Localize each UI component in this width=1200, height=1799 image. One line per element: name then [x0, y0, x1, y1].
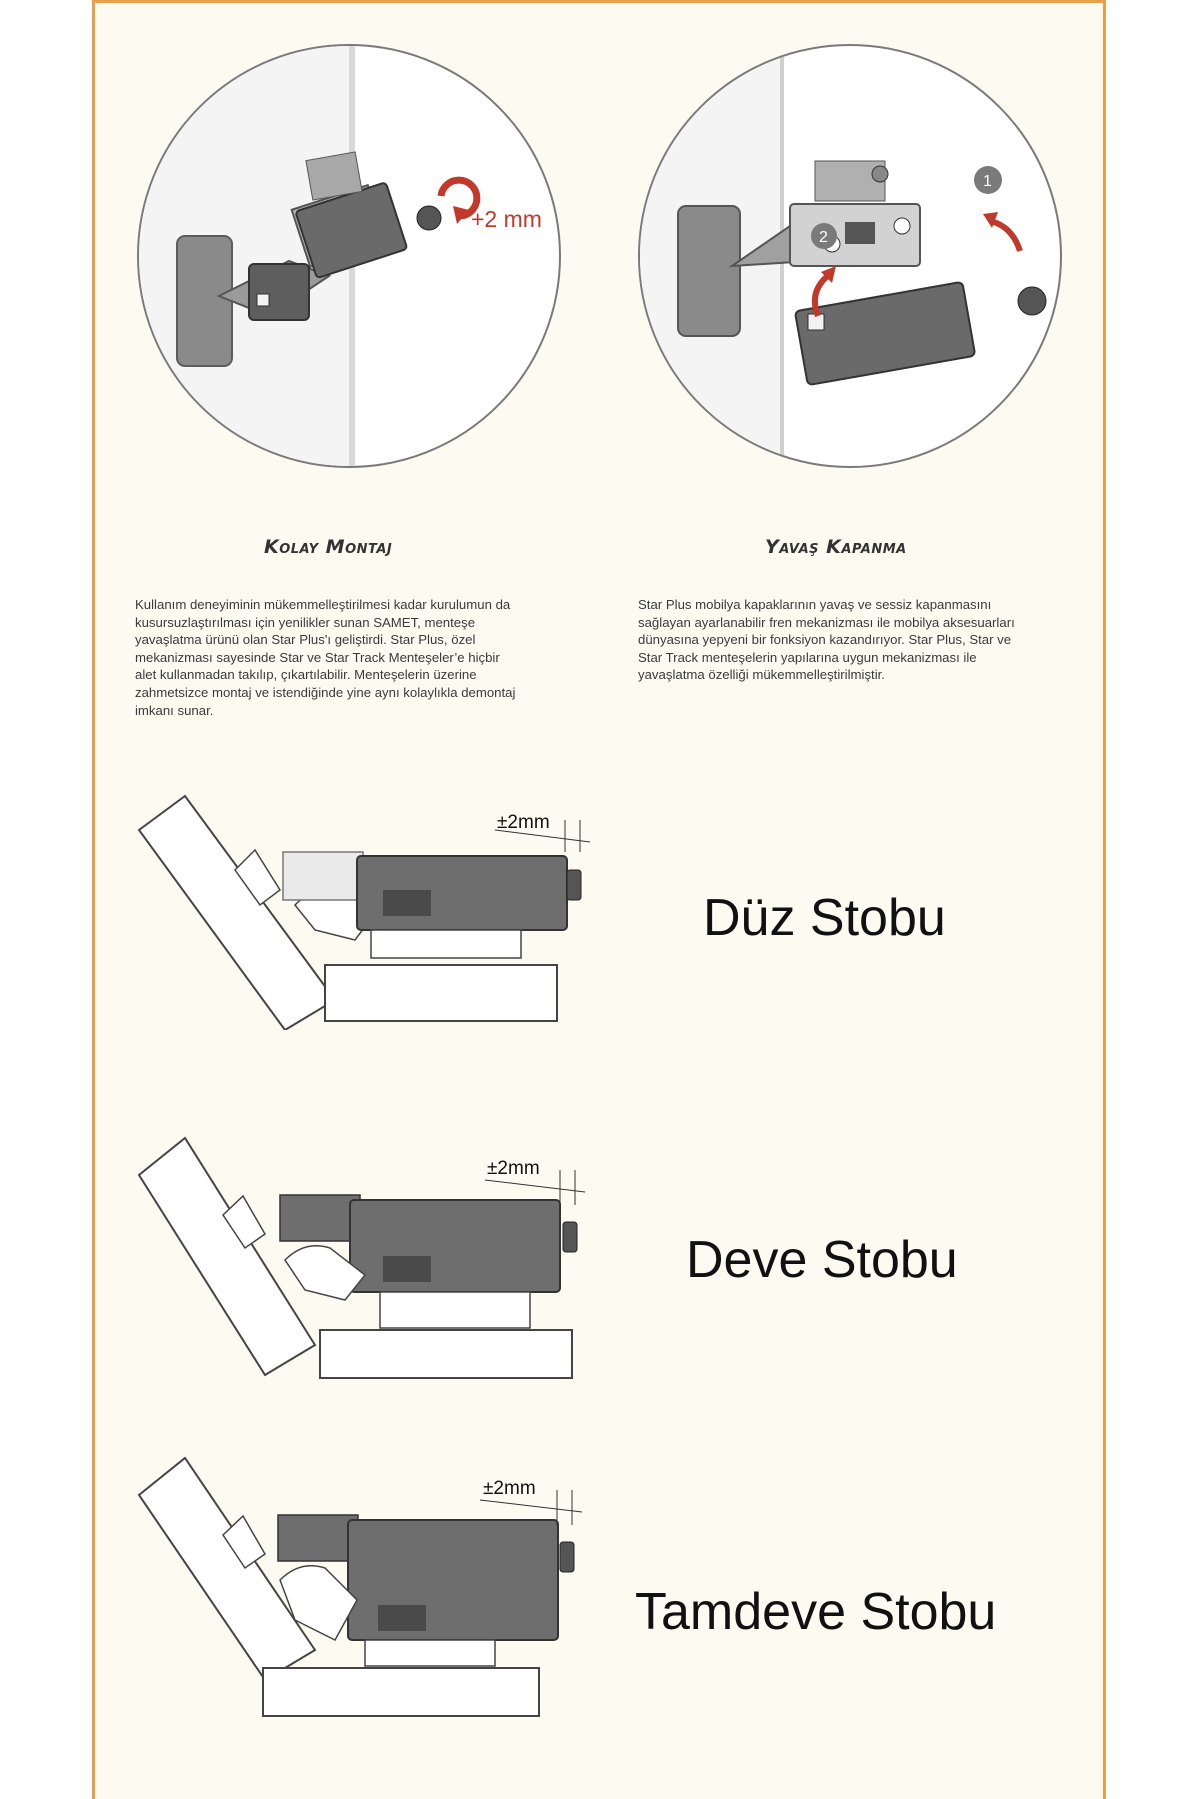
tolerance-label: ±2mm	[487, 1158, 540, 1179]
step-1-label: 1	[983, 173, 992, 190]
curved-arrow-icon	[990, 221, 1020, 251]
paragraph-line: imkanı sunar.	[135, 702, 214, 718]
stob-label-deve: Deve Stobu	[686, 1231, 958, 1289]
tolerance-label: ±2mm	[483, 1478, 536, 1499]
paragraph-right	[638, 596, 1098, 684]
paragraph-line: sağlayan ayarlanabilir fren mekanizması ile mobilya aksesuarları	[638, 614, 1015, 630]
right-illustration-circle	[638, 44, 1062, 468]
stob-label-duz: Düz Stobu	[703, 889, 946, 947]
stob-diagram-deve	[135, 1130, 595, 1380]
left-illustration-circle	[137, 44, 561, 468]
paragraph-line: zahmetsizce montaj ve istendiğinde yine aynı kolaylıkla demontaj	[135, 684, 516, 700]
hinge-with-damper-illustration	[139, 46, 561, 468]
paragraph-line: Star Plus mobilya kapaklarının yavaş ve sessiz kapanmasını	[638, 597, 992, 612]
paragraph-left	[135, 596, 605, 719]
paragraph-line: Kullanım deneyiminin mükemmelleştirilmesi kadar kurulumun da	[135, 597, 511, 612]
paragraph-line: mekanizması sayesinde Star ve Star Track Menteşeler’e hiçbir	[135, 649, 500, 665]
stob-diagram-tamdeve	[135, 1450, 595, 1720]
hinge-with-damper-illustration	[640, 46, 1062, 468]
paragraph-line: kusursuzlaştırılması için yenilikler sunan SAMET, menteşe	[135, 614, 476, 630]
paragraph-line: dünyasına yepyeni bir fonksiyon kazandırıyor. Star Plus, Star ve	[638, 632, 1012, 648]
stob-label-tamdeve: Tamdeve Stobu	[635, 1583, 997, 1641]
adjust-callout: +2 mm	[471, 206, 542, 232]
paragraph-line: Star Track menteşelerin yapılarına uygun mekanizması ile	[638, 649, 977, 665]
paragraph-line: alet kullanmadan takılıp, çıkartılabilir. Menteşelerin üzerine	[135, 667, 477, 683]
paragraph-line: yavaşlatma özelliği mükemmelleştirilmiştir.	[638, 667, 885, 683]
section-title-left: Kolay Montaj	[264, 536, 393, 558]
step-2-label: 2	[819, 229, 828, 246]
section-title-right: Yavaş Kapanma	[765, 536, 907, 558]
stob-diagram-duz	[135, 790, 595, 1030]
paragraph-line: yavaşlatma ürünü olan Star Plus'ı geliştirdi. Star Plus, özel	[135, 632, 476, 648]
tolerance-label: ±2mm	[497, 812, 550, 833]
